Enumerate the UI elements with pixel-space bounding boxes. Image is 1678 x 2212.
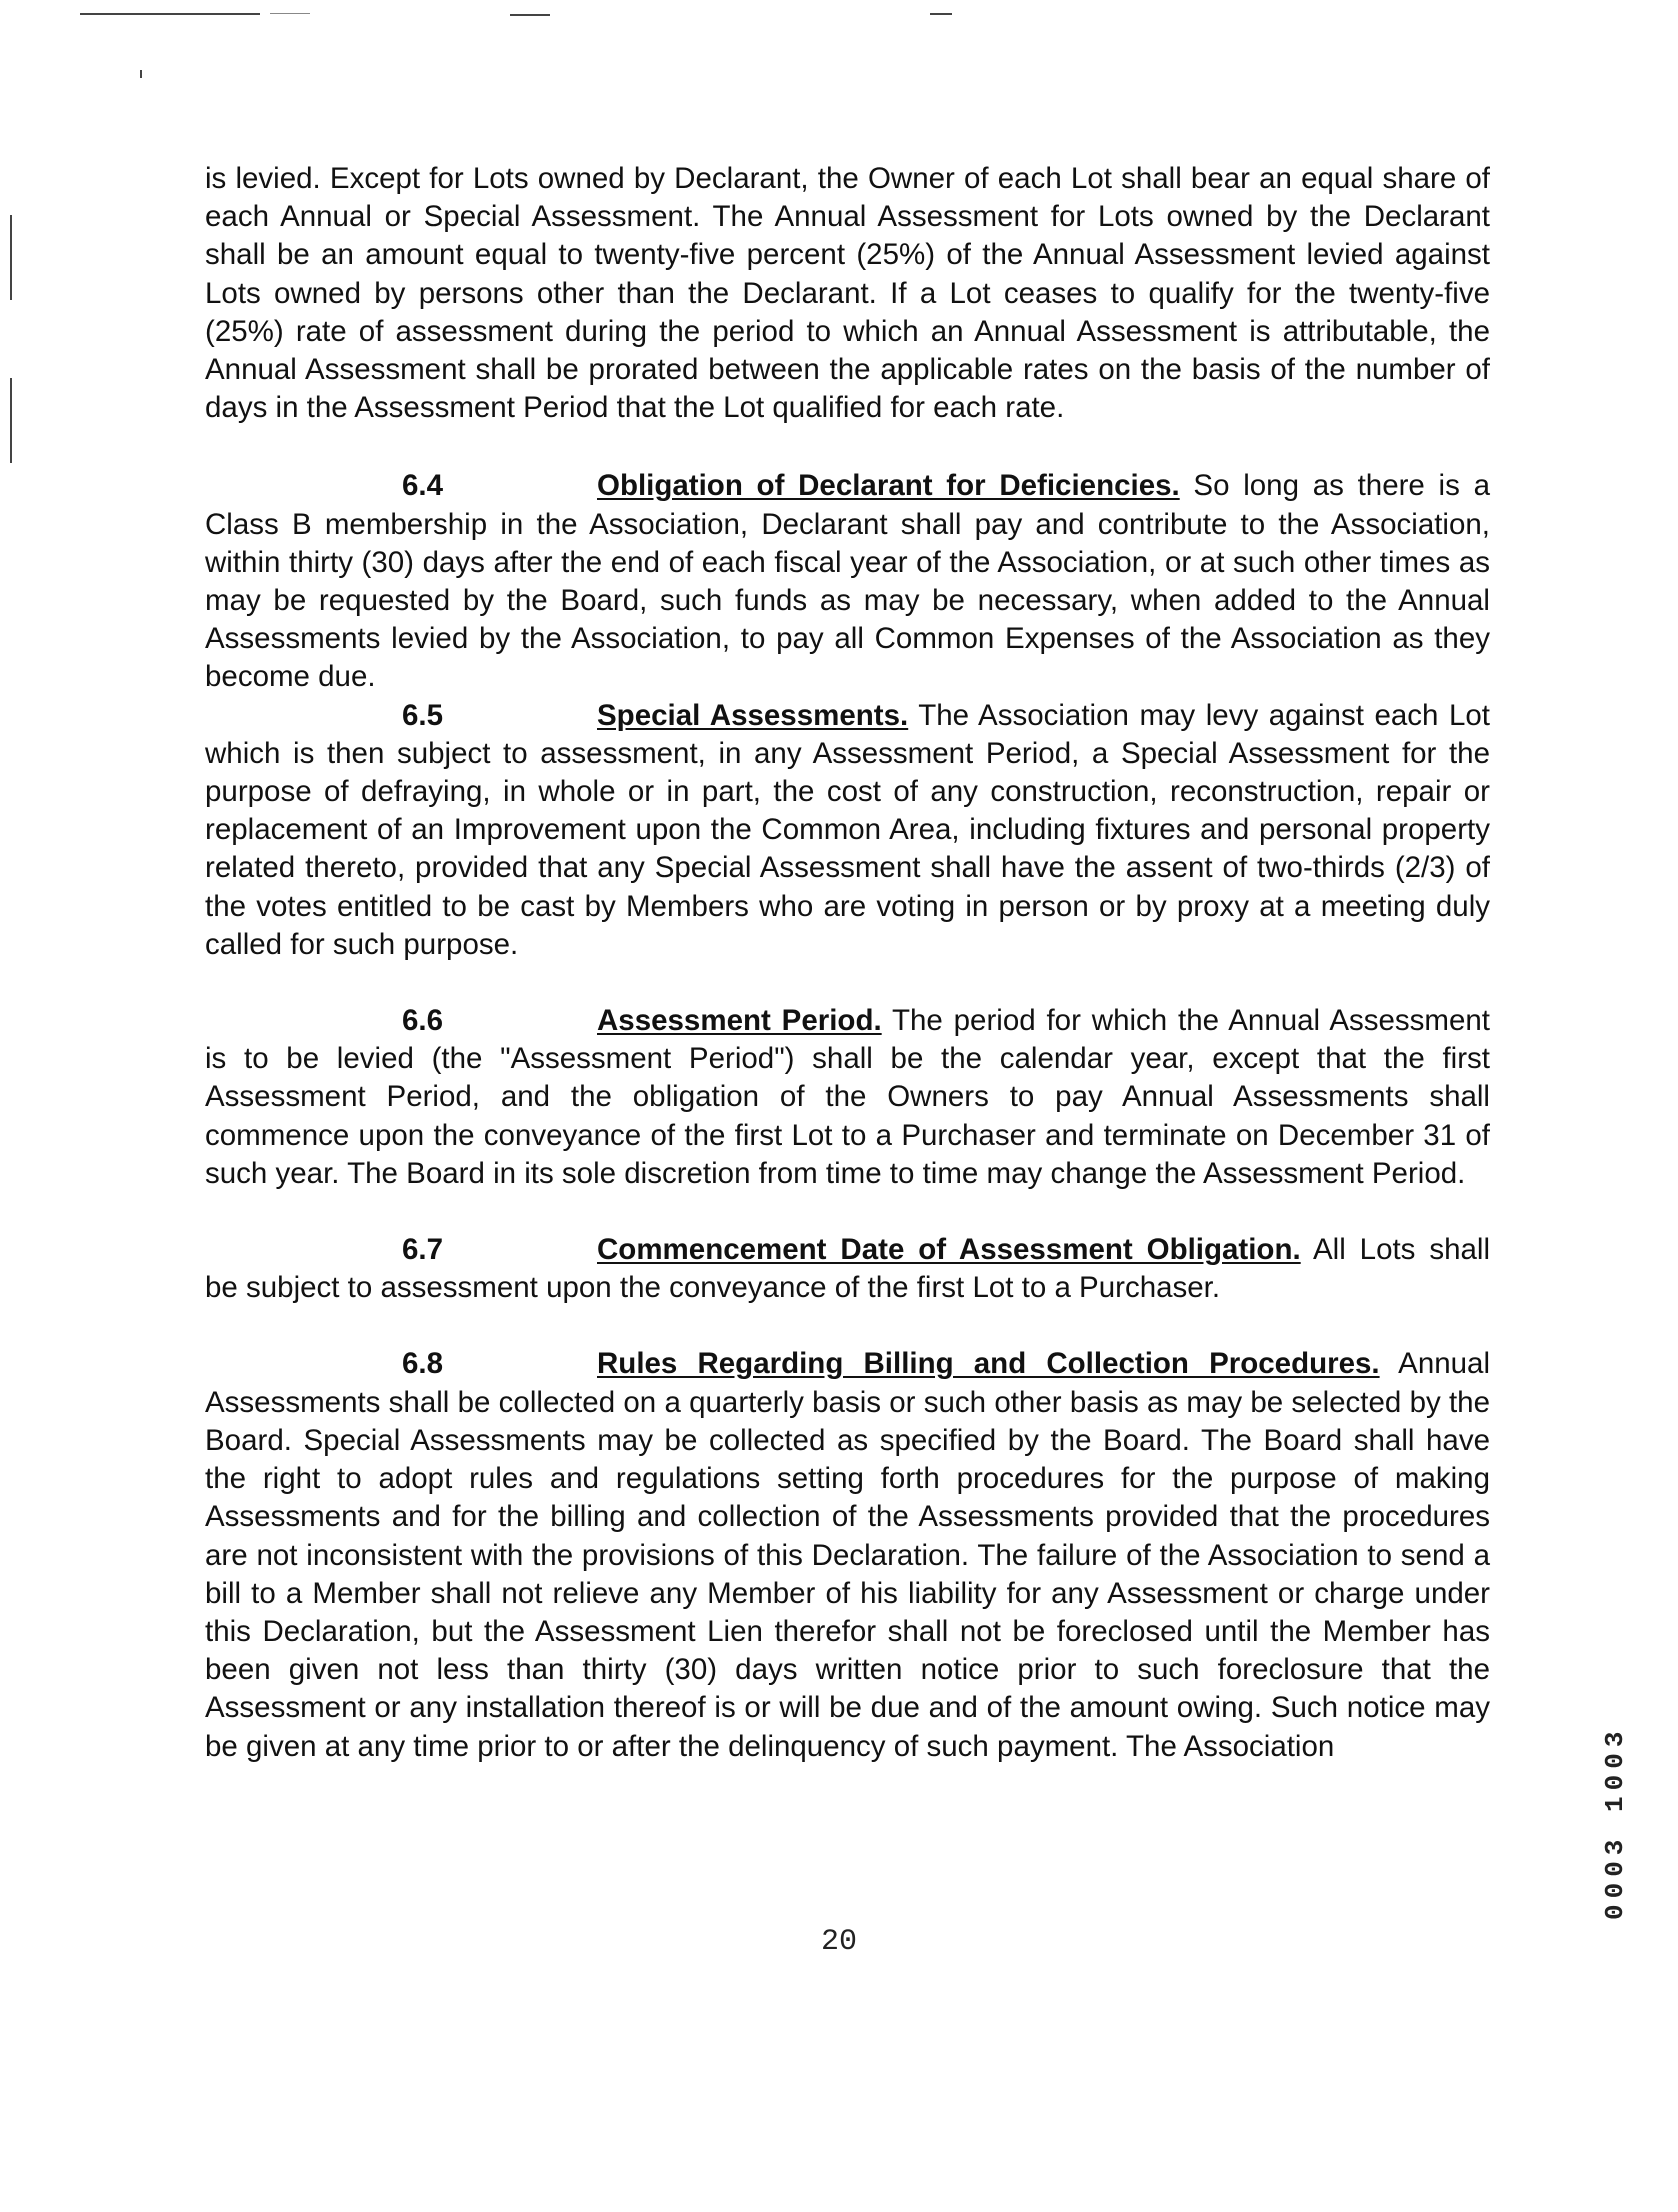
section-number: 6.5 — [402, 698, 444, 732]
section-6-4 — [205, 467, 1490, 696]
section-number: 6.4 — [402, 469, 444, 503]
scan-artifact-top-dash-1 — [270, 13, 310, 14]
section-heading: Commencement Date of Assessment Obligation. — [597, 1233, 1301, 1267]
section-number: 6.7 — [402, 1233, 444, 1267]
section-number: 6.8 — [402, 1347, 444, 1381]
page-number: 20 — [820, 1925, 857, 1959]
intro-paragraph: is levied. Except for Lots owned by Declarant, the Owner of each Lot shall bear an equal share of each Annual or Special Assessment. The Annual Assessment for Lots owned by the Declarant shall be an amount equal to twenty-five percent (25%) of the Annual Assessment levied against Lots owned by persons other than the Declarant. If a Lot ceases to qualify for the twenty-five (25%) rate of assessment during the period to which an Annual Assessment is attributable, the Annual Assessment shall be prorated between the applicable rates on the basis of the number of days in the Assessment Period that the Lot qualified for each rate. — [205, 162, 1490, 425]
section-heading: Special Assessments. — [597, 698, 909, 732]
scan-artifact-top-dash-3 — [930, 13, 952, 15]
scan-artifact-top-dash-2 — [510, 14, 550, 16]
section-heading: Obligation of Declarant for Deficiencies. — [597, 469, 1180, 503]
scan-artifact-left-dot — [140, 70, 142, 78]
margin-stamp: 0003 1003 — [1600, 1725, 1630, 1920]
section-heading: Assessment Period. — [597, 1004, 882, 1038]
section-number: 6.6 — [402, 1004, 444, 1038]
section-body: Annual Assessments shall be collected on a quarterly basis or such other basis as may be selected by the Board. Special Assessments may be collected as specified by the Board. The Board shall have the right to adopt rules and regulations setting forth procedures for the purpose of making Assessments and for the billing and collection of the Assessments provided that the procedures are not inconsistent with the provisions of this Declaration. The failure of the Association to send a bill to a Member shall not relieve any Member of his liability for any Assessment or charge under this Declaration, but the Assessment Lien therefor shall not be foreclosed until the Member has been given not less than thirty (30) days written notice prior to such foreclosure that the Assessment or any installation thereof is or will be due and of the amount owing. Such notice may be given at any time prior to or after the delinquency of such payment. The Association — [205, 1347, 1490, 1763]
section-heading: Rules Regarding Billing and Collection Procedures. — [597, 1347, 1380, 1381]
section-6-5 — [205, 697, 1490, 964]
section-body: So long as there is a Class B membership in the Association, Declarant shall pay and contribute to the Association, within thirty (30) days after the end of each fiscal year of the Association, or at such other times as may be requested by the Board, such funds as may be necessary, when added to the Annual Assessments levied by the Association, to pay all Common Expenses of the Association as they become due. — [205, 469, 1490, 694]
scan-artifact-left-bar-2 — [10, 378, 12, 463]
document-body — [205, 160, 1490, 1766]
section-6-6 — [205, 1002, 1490, 1193]
section-6-8 — [205, 1345, 1490, 1765]
section-body: All Lots shall be subject to assessment upon the conveyance of the first Lot to a Purchaser. — [205, 1233, 1490, 1305]
section-body: The Association may levy against each Lot which is then subject to assessment, in any Assessment Period, a Special Assessment for the purpose of defraying, in whole or in part, the cost of any construction, reconstruction, repair or replacement of an Improvement upon the Common Area, including fixtures and personal property related thereto, provided that any Special Assessment shall have the assent of two-thirds (2/3) of the votes entitled to be cast by Members who are voting in person or by proxy at a meeting duly called for such purpose. — [205, 698, 1490, 961]
section-body: The period for which the Annual Assessment is to be levied (the "Assessment Period") shall be the calendar year, except that the first Assessment Period, and the obligation of the Owners to pay Annual Assessments shall commence upon the conveyance of the first Lot to a Purchaser and terminate on December 31 of such year. The Board in its sole discretion from time to time may change the Assessment Period. — [205, 1004, 1490, 1190]
scan-artifact-left-bar-1 — [10, 215, 12, 300]
scan-artifact-top-line — [80, 13, 260, 15]
section-6-7 — [205, 1231, 1490, 1307]
